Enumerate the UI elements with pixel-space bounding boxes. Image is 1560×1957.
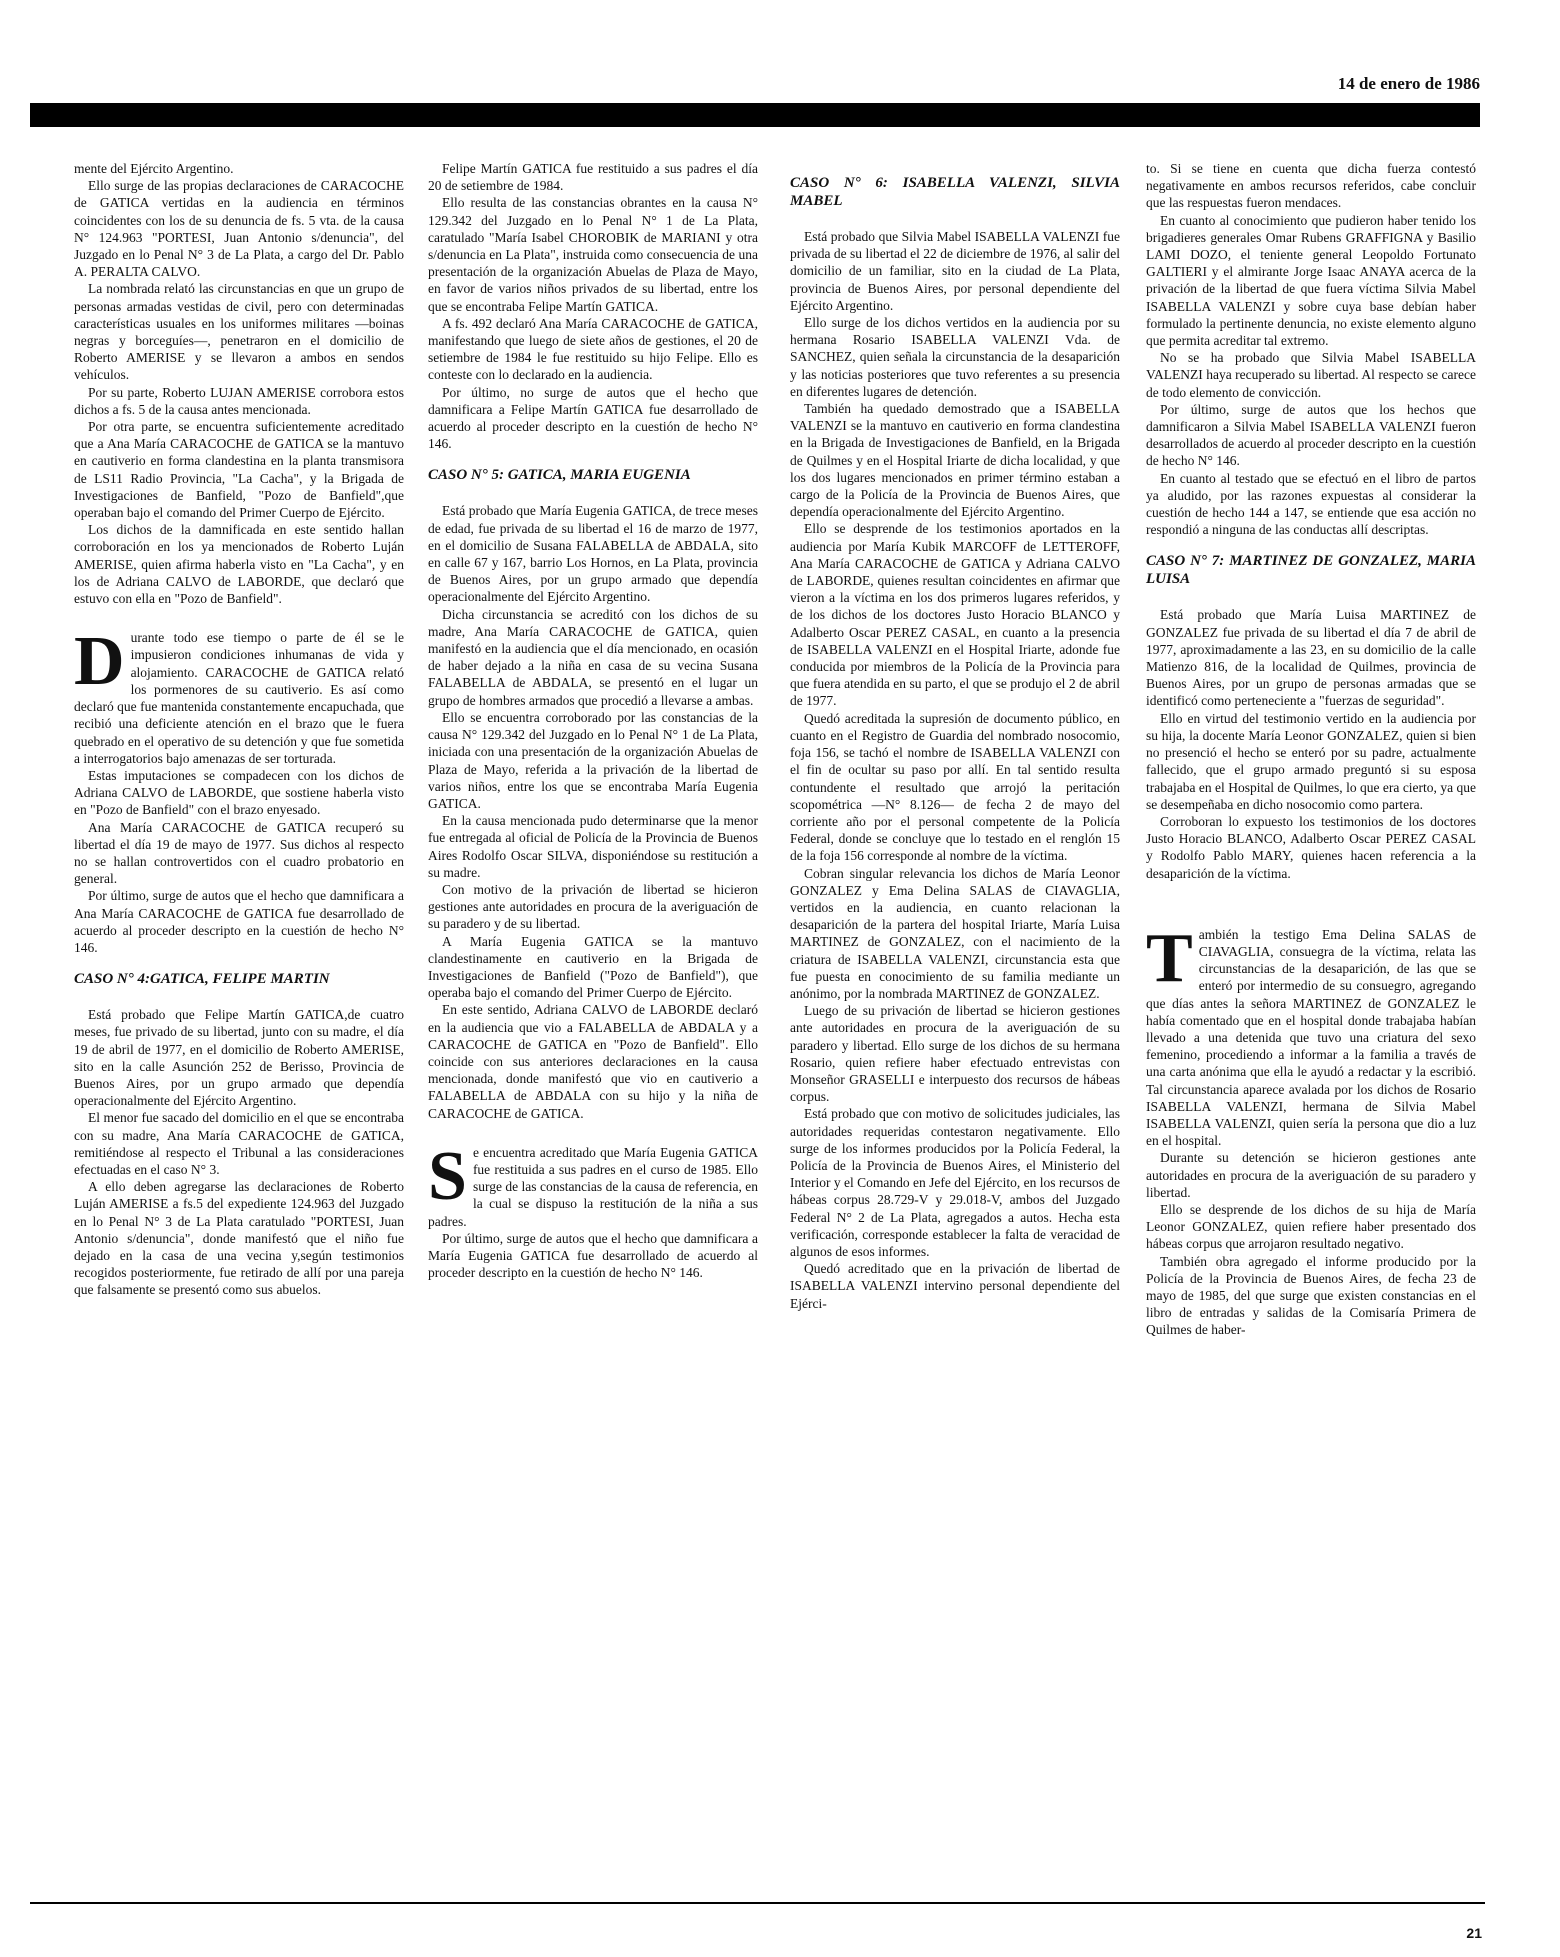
paragraph: Por último, surge de autos que el hecho que damnificara a Ana María CARACOCHE de GATICA fue desarrollado de acuerdo al proceder descripto en la cuestión de hecho N° 146.: [74, 888, 404, 955]
drop-cap: S: [428, 1137, 467, 1215]
paragraph: Cobran singular relevancia los dichos de María Leonor GONZALEZ y Ema Delina SALAS de CIAVAGLIA, vertidos en la audiencia, en cuanto relacionan la desaparición de la partera del hospital Iriarte, María Luisa MARTINEZ de GONZALEZ, con el nacimiento de la criatura de ISABELLA VALENZI, circunstancia esta que fue puesta en conocimiento de su familia mediante un anónimo, por la nombrada MARTINEZ de GONZALEZ.: [790, 865, 1120, 1001]
paragraph: Ello se desprende de los dichos de su hija de María Leonor GONZALEZ, quien refiere haber presentado dos hábeas corpus que arrojaron resultado negativo.: [1146, 1201, 1476, 1252]
column-1: [74, 160, 404, 1299]
spacer: [428, 1122, 758, 1144]
paragraph: Estas imputaciones se compadecen con los dichos de Adriana CALVO de LABORDE, que sostiene haberla visto en "Pozo de Banfield" con el brazo enyesado.: [74, 767, 404, 818]
paragraph: Con motivo de la privación de libertad se hicieron gestiones ante autoridades en procura de la averiguación de su paradero y de su libertad.: [428, 881, 758, 932]
paragraph: Ello se desprende de los testimonios aportados en la audiencia por María Kubik MARCOFF de LETTEROFF, Ana María CARACOCHE de GATICA y Adriana CALVO de LABORDE, quienes resultan coincidentes en afirmar que vieron a la víctima en los dos primeros lugares referidos, y de los dichos de los doctores Justo Horacio BLANCO y Adalberto Oscar PEREZ CASAL, en cuanto a la presencia de ISABELLA VALENZI en el Hospital Iriarte, adonde fue conducida por miembros de la Policía de la Provincia para que fuera atendida en su parto, el que se produjo el 2 de abril de 1977.: [790, 521, 1120, 709]
paragraph: Ello surge de las propias declaraciones de CARACOCHE de GATICA vertidas en la audiencia en términos coincidentes con los de su denuncia de fs. 5 vta. de la causa N° 124.963 "PORTESI, Juan Antonio s/denuncia", del Juzgado en lo Penal N° 3 de La Plata, a cargo del Dr. Pablo A. PERALTA CALVO.: [74, 178, 404, 280]
paragraph: mente del Ejército Argentino.: [74, 161, 234, 176]
paragraph: Corroboran lo expuesto los testimonios de los doctores Justo Horacio BLANCO, Adalberto Oscar PEREZ CASAL y Rodolfo Pablo MARY, quienes hacen referencia a la desaparición de la víctima.: [1146, 813, 1476, 881]
paragraph: to. Si se tiene en cuenta que dicha fuerza contestó negativamente en ambos recursos referidos, cabe concluir que las respuestas fueron mendaces.: [1146, 161, 1476, 211]
drop-cap-paragraph: [74, 623, 404, 767]
spacer: [1146, 882, 1476, 904]
paragraph: Ello surge de los dichos vertidos en la audiencia por su hermana Rosario ISABELLA VALENZI Vda. de SANCHEZ, quien señala la circunstancia de la desaparición y las noticias posteriores que tuvo referentes a su presencia en diferentes lugares de detención.: [790, 315, 1120, 399]
paragraph-text: ambién la testigo Ema Delina SALAS de CIAVAGLIA, consuegra de la víctima, relata las circunstancias de la desaparición, de las que se enteró por intermedio de su consuegro, agregando que días antes la señora MARTINEZ de GONZALEZ le había comentado que en el hospital donde trabajaba habían llevado a una detenida que tuvo una criatura del sexo femenino, procediendo a informar a la familia a través de una carta anónima que ella le ayudó a redactar y la escribió. Tal circunstancia aparece avalada por los dichos de Rosario ISABELLA VALENZI, hermana de Silvia Mabel ISABELLA VALENZI, quien sería la persona que dio a luz en el hospital.: [1146, 926, 1476, 1149]
paragraph: No se ha probado que Silvia Mabel ISABELLA VALENZI haya recuperado su libertad. Al respecto se carece de todo elemento de convicción.: [1146, 350, 1476, 400]
paragraph: Por último, surge de autos que los hechos que damnificaron a Silvia Mabel ISABELLA VALENZI fueron desarrollados de acuerdo al proceder descripto en la cuestión de hecho N° 146.: [1146, 401, 1476, 469]
paragraph: Está probado que María Luisa MARTINEZ de GONZALEZ fue privada de su libertad el día 7 de abril de 1977, aproximadamente a las 23, en su domicilio de la calle Matienzo 816, de la localidad de Quilmes, provincia de Buenos Aires, por un grupo de personas armadas que se identificó como perteneciente a "fuerzas de seguridad".: [1146, 607, 1476, 709]
paragraph: Por otra parte, se encuentra suficientemente acreditado que a Ana María CARACOCHE de GATICA se la mantuvo en cautiverio en forma clandestina en la planta transmisora de LS11 Radio Provincia, "La Cacha", y la Brigada de Investigaciones de Banfield, "Pozo de Banfield",que operaban bajo el comando del Primer Cuerpo de Ejército.: [74, 419, 404, 521]
case-heading: CASO N° 6: ISABELLA VALENZI, SILVIA MABEL: [790, 175, 1120, 209]
paragraph: En este sentido, Adriana CALVO de LABORDE declaró en la audiencia que vio a FALABELLA de ABDALA y a CARACOCHE de GATICA en "Pozo de Banfield". Ello coincide con sus anteriores declaraciones en la causa mencionada, donde manifestó que vio en cautiverio a FALABELLA de ABDALA con su hijo y la niña de CARACOCHE de GATICA.: [428, 1002, 758, 1121]
paragraph: Está probado que con motivo de solicitudes judiciales, las autoridades requeridas contestaron negativamente. Ello surge de los informes producidos por la Policía Federal, la Policía de la Provincia de Buenos Aires, el Ministerio del Interior y el Comando en Jefe del Ejército, en los recursos de hábeas corpus 28.729-V y 29.018-V, ambos del Juzgado Federal N° 2 de La Plata, agregados a autos. Hecha esta verificación, corresponde establecer la falta de veracidad de algunos de esos informes.: [790, 1106, 1120, 1259]
paragraph: Ello resulta de las constancias obrantes en la causa N° 129.342 del Juzgado en lo Penal N° 1 de La Plata, caratulado "María Isabel CHOROBIK de MARIANI y otra s/denuncia en La Plata", instruida como consecuencia de una presentación de la organización Abuelas de Plaza de Mayo, en favor de varios niños privados de su libertad, entre los que se encontraba Felipe Martín GATICA.: [428, 195, 758, 314]
drop-cap: D: [74, 623, 125, 701]
header-rule: [30, 103, 1480, 127]
paragraph: Dicha circunstancia se acreditó con los dichos de su madre, Ana María CARACOCHE de GATICA, quien manifestó en la audiencia que el día mencionado, en ocasión de haber dejado a la niña en casa de su vecina Susana FALABELLA de ABDALA, se presentó en el lugar un grupo de hombres armados que procedió a llevarse a ambas.: [428, 606, 758, 708]
paragraph: A fs. 492 declaró Ana María CARACOCHE de GATICA, manifestando que luego de siete años de gestiones, el 20 de setiembre de 1984 le fue restituido su hijo Felipe. Ello es conteste con lo declarado en la audiencia.: [428, 315, 758, 383]
paragraph: La nombrada relató las circunstancias en que un grupo de personas armadas vestidas de civil, pero con determinadas características usuales en los uniformes militares —boinas negras y borceguíes—, penetraron en el domicilio de Roberto AMERISE y se llevaron a ambos en sendos vehículos.: [74, 281, 404, 383]
case-heading: CASO N° 5: GATICA, MARIA EUGENIA: [428, 467, 691, 484]
case-heading: CASO N° 4:GATICA, FELIPE MARTIN: [74, 971, 330, 988]
paragraph: El menor fue sacado del domicilio en el que se encontraba con su madre, Ana María CARACOCHE de GATICA, remitiéndose al respecto el Tribunal a las consideraciones efectuadas en el caso N° 3.: [74, 1110, 404, 1177]
paragraph: A ello deben agregarse las declaraciones de Roberto Luján AMERISE a fs.5 del expediente 124.963 del Juzgado en lo Penal N° 3 de La Plata caratulado "PORTESI, Juan Antonio s/denuncia", donde manifestó que el niño fue dejado en la casa de una vecina y,según testimonios recogidos posteriormente, fue retirado de allí por una pareja que falsamente se presentó como sus abuelos.: [74, 1179, 404, 1298]
drop-cap: T: [1146, 919, 1193, 997]
paragraph: A María Eugenia GATICA se la mantuvo clandestinamente en cautiverio en la Brigada de Investigaciones de Banfield ("Pozo de Banfield"), que operaba bajo el comando del Primer Cuerpo de Ejército.: [428, 933, 758, 1001]
drop-cap-paragraph: [428, 1137, 758, 1230]
paragraph-text: e encuentra acreditado que María Eugenia GATICA fue restituida a sus padres en el curso de 1985. Ello surge de las constancias de la causa de referencia, en la cual se dispuso la restitución de la niña a sus padres.: [428, 1144, 758, 1229]
spacer: [1146, 904, 1476, 926]
paragraph: Quedó acreditado que en la privación de libertad de ISABELLA VALENZI intervino personal dependiente del Ejérci-: [790, 1261, 1120, 1311]
paragraph: Ello se encuentra corroborado por las constancias de la causa N° 129.342 del Juzgado en lo Penal N° 1 de La Plata, iniciada con una presentación de la organización Abuelas de Plaza de Mayo, referida a la privación de la libertad de varios niños, entre los que se encontraba María Eugenia GATICA.: [428, 709, 758, 811]
drop-cap-paragraph: [1146, 919, 1476, 1150]
paragraph: También obra agregado el informe producido por la Policía de la Provincia de Buenos Aires, de fecha 23 de mayo de 1985, del que surge que existen constancias en el libro de entradas y salidas de la Comisaría Primera de Quilmes de haber-: [1146, 1253, 1476, 1338]
paragraph: Por último, no surge de autos que el hecho que damnificara a Felipe Martín GATICA fue desarrollado de acuerdo al proceder descripto en la cuestión de hecho N° 146.: [428, 384, 758, 452]
paragraph: Está probado que María Eugenia GATICA, de trece meses de edad, fue privada de su libertad el 16 de marzo de 1977, en el domicilio de Susana FALABELLA de ABDALA, sito en calle 67 y 167, barrio Los Hornos, en La Plata, provincia de Buenos Aires, por un grupo armado que dependía operacionalmente del Ejército Argentino.: [428, 503, 758, 605]
paragraph: Por último, surge de autos que el hecho que damnificara a María Eugenia GATICA fue desarrollado de acuerdo al proceder descripto en la cuestión de hecho N° 146.: [428, 1230, 758, 1281]
footer-rule: [30, 1902, 1485, 1904]
paragraph: Luego de su privación de libertad se hicieron gestiones ante autoridades en procura de la averiguación de su paradero y libertad. Ello surge de los dichos de su hermana Rosario, quien refiere haber efectuado entrevistas con Monseñor GRASELLI e interpuesto dos recursos de hábeas corpus.: [790, 1003, 1120, 1105]
paragraph: Ello en virtud del testimonio vertido en la audiencia por su hija, la docente María Leonor GONZALEZ, quien si bien no presenció el hecho se enteró por su padre, actualmente fallecido, que el grupo armado preguntó si su esposa trabajaba en el Hospital de Quilmes, lo que era cierto, ya que se desempeñaba en dicho nosocomio como partera.: [1146, 710, 1476, 812]
column-4: [1146, 160, 1476, 1339]
paragraph: Ana María CARACOCHE de GATICA recuperó su libertad el día 19 de mayo de 1977. Sus dichos al respecto no se hallan controvertidos con el cuadro probatorio en general.: [74, 819, 404, 887]
paragraph: En cuanto al conocimiento que pudieron haber tenido los brigadieres generales Omar Rubens GRAFFIGNA y Basilio LAMI DOZO, el teniente general Leopoldo Fortunato GALTIERI y el almirante Jorge Isaac ANAYA acerca de la privación de la libertad de que fuera víctima Silvia Mabel ISABELLA VALENZI y sobre cuya base debían haber formulado la pertinente denuncia, no existe elemento alguno que permita acreditar tal extremo.: [1146, 212, 1476, 349]
paragraph: Los dichos de la damnificada en este sentido hallan corroboración en los ya mencionados de Roberto Luján AMERISE, quien afirma haberla visto en "La Cacha", y en los de Adriana CALVO de LABORDE, que declaró que estuvo con ella en "Pozo de Banfield".: [74, 522, 404, 607]
paragraph: También ha quedado demostrado que a ISABELLA VALENZI se la mantuvo en cautiverio en forma clandestina en la Brigada de Investigaciones de Banfield, en la Brigada de Quilmes y en el Hospital Iriarte de dicha localidad, y que los dos lugares mencionados en primer término estaban a cargo de la Policía de la Provincia de Buenos Aires, que dependía operacionalmente del Ejército Argentino.: [790, 401, 1120, 520]
case-heading: CASO N° 7: MARTINEZ DE GONZALEZ, MARIA LUISA: [1146, 553, 1476, 588]
page-date: 14 de enero de 1986: [1337, 74, 1480, 93]
column-3: [790, 160, 1120, 1312]
paragraph: En cuanto al testado que se efectuó en el libro de partos ya aludido, por las razones expuestas al considerar la cuestión de hecho 144 a 147, se entiende que esa acción no respondió a ninguna de las conductas allí descriptas.: [1146, 470, 1476, 538]
paragraph: Felipe Martín GATICA fue restituido a sus padres el día 20 de setiembre de 1984.: [428, 161, 758, 194]
paragraph: Durante su detención se hicieron gestiones ante autoridades en procura de la averiguación de su paradero y libertad.: [1146, 1150, 1476, 1200]
paragraph: Quedó acreditada la supresión de documento público, en cuanto en el Registro de Guardia del nombrado nosocomio, foja 156, se tachó el nombre de ISABELLA VALENZI con el fin de ocultar su paso por allí. En tal sentido resulta contundente el resultado que arrojó la peritación scopométrica —N° 8.126— de fecha 2 de mayo del corriente año por el personal competente de la Policía Federal, donde se concluye que lo testado en el renglón 15 de la foja 156 corresponde al nombre de la víctima.: [790, 710, 1120, 864]
paragraph: En la causa mencionada pudo determinarse que la menor fue entregada al oficial de Policía de la Provincia de Buenos Aires Rodolfo Oscar SILVA, disponiéndose su restitución a su madre.: [428, 813, 758, 880]
paragraph: Está probado que Silvia Mabel ISABELLA VALENZI fue privada de su libertad el 22 de diciembre de 1976, al salir del domicilio de un familiar, sito en la ciudad de La Plata, provincia de Buenos Aires, por personal dependiente del Ejército Argentino.: [790, 229, 1120, 313]
paragraph: Por su parte, Roberto LUJAN AMERISE corrobora estos dichos a fs. 5 de la causa antes mencionada.: [74, 384, 404, 417]
page-number: 21: [1466, 1925, 1482, 1941]
column-2: [428, 160, 758, 1281]
paragraph-text: urante todo ese tiempo o parte de él se le impusieron condiciones inhumanas de vida y alojamiento. CARACOCHE de GATICA relató los pormenores de su cautiverio. Es así como declaró que fue mantenida constantemente encapuchada, que recibió una deficiente atención en el brazo que le fuera quebrado en el operativo de su detención y que fue sometida a interrogatorios bajo amenazas de ser torturada.: [74, 630, 404, 766]
paragraph: Está probado que Felipe Martín GATICA,de cuatro meses, fue privado de su libertad, junto con su madre, el día 19 de abril de 1977, en el domicilio de Roberto AMERISE, sito en la calle Asunción 252 de Berisso, Provincia de Buenos Aires, por un grupo armado que dependía operacionalmente del Ejército Argentino.: [74, 1007, 404, 1109]
